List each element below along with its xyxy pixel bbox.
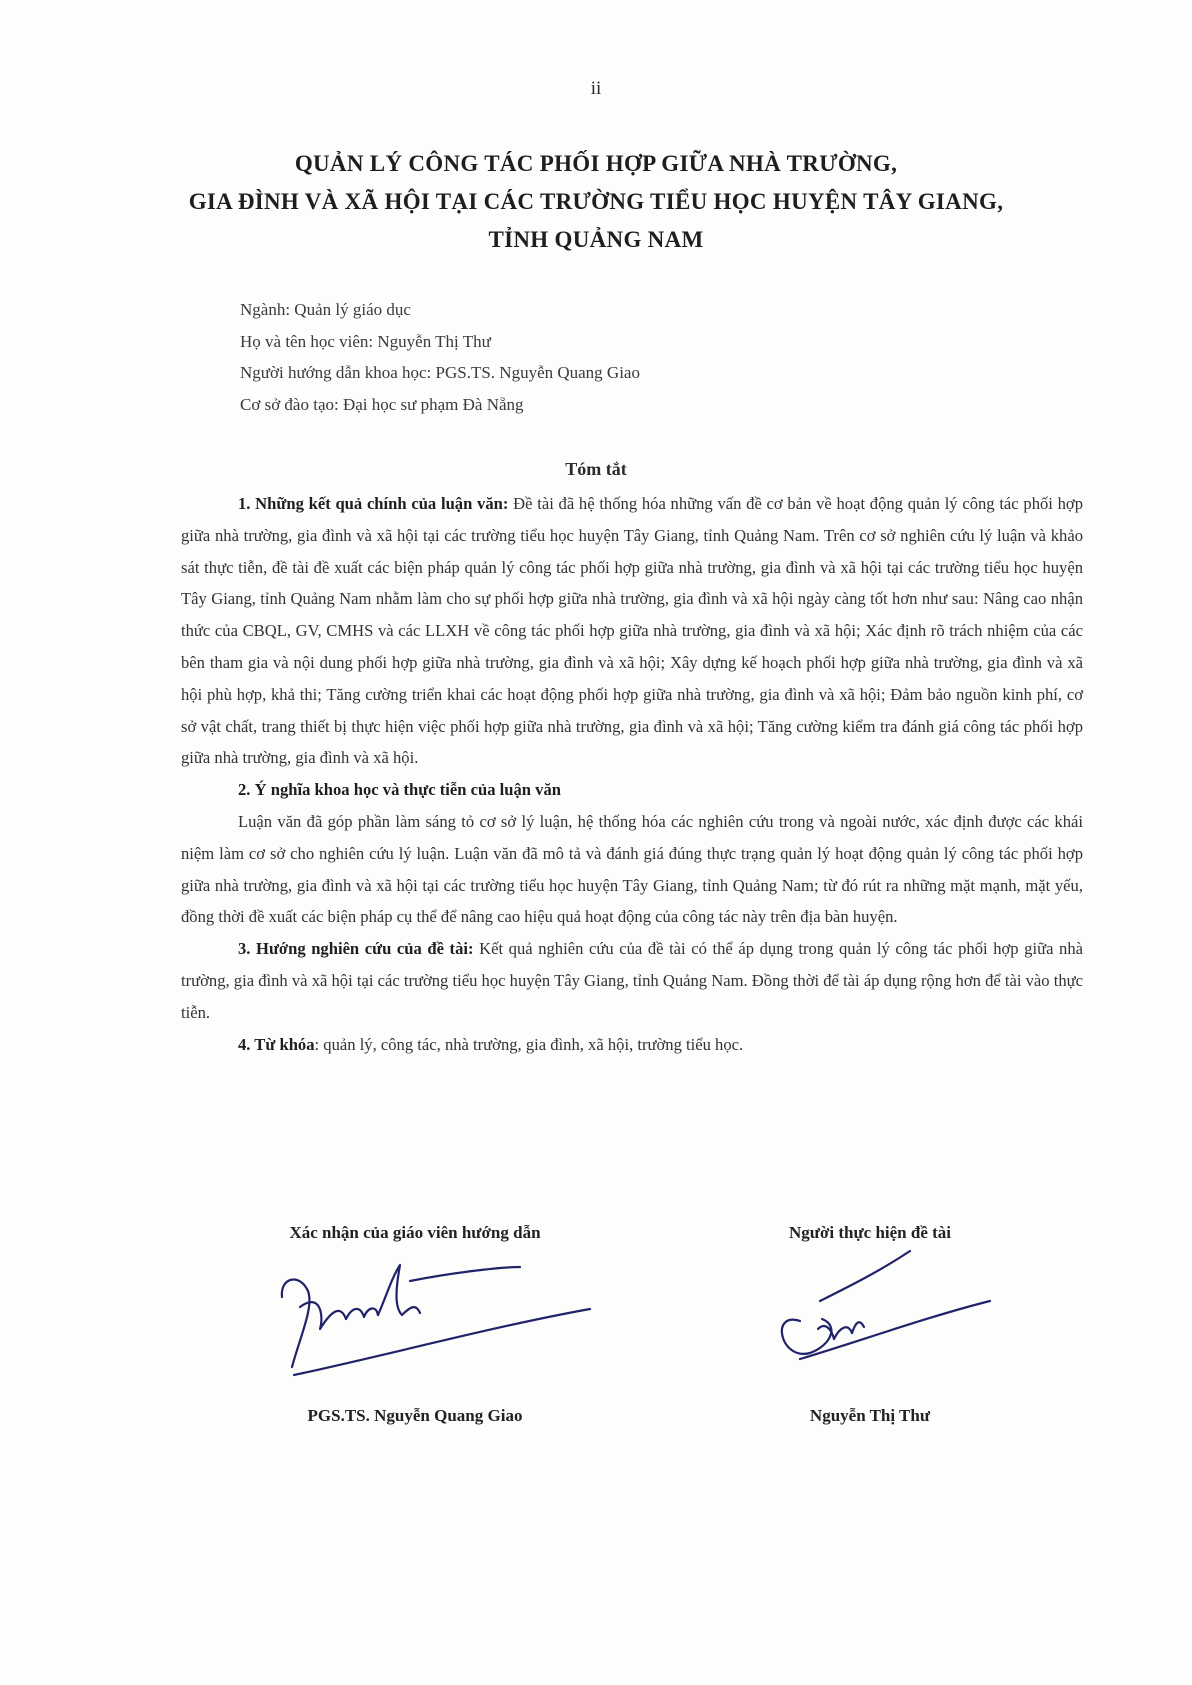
supervisor-name: PGS.TS. Nguyễn Quang Giao (307, 1406, 523, 1425)
page-number: ii (590, 78, 602, 99)
section-4-text: : quản lý, công tác, nhà trường, gia đình, xã hội, trường tiểu học. (314, 1034, 744, 1054)
supervisor-signature-title: Xác nhận của giáo viên hướng dẫn (289, 1223, 541, 1242)
section-4-lead: 4. Từ khóa (238, 1034, 315, 1054)
section-2-text: Luận văn đã góp phần làm sáng tỏ cơ sở lý luận, hệ thống hóa các nghiên cứu trong và ngoài nước, xác định được các khái niệm làm cơ sở cho nghiên cứu lý luận. Luận văn đã mô tả và đánh giá đúng thực trạng quản lý hoạt động quản lý công tác phối hợp giữa nhà trường, gia đình và xã hội tại các trường tiểu học huyện Tây Giang, tỉnh Quảng Nam; từ đó rút ra những mặt mạnh, mặt yếu, đồng thời đề xuất các biện pháp cụ thể để nâng cao hiệu quả hoạt động của công tác này trên địa bàn huyện. (181, 811, 1083, 927)
section-4-paragraph (181, 1029, 1083, 1061)
author-signature-icon (760, 1231, 1000, 1381)
section-3-text: Kết quả nghiên cứu của đề tài có thể áp dụng trong quản lý công tác phối hợp giữa nhà trường, gia đình và xã hội tại các trường tiểu học huyện Tây Giang, tỉnh Quảng Nam. Đồng thời để tài áp dụng rộng hơn để tài vào thực tiễn. (181, 939, 1083, 1022)
author-signature-title: Người thực hiện đề tài (788, 1223, 952, 1242)
thesis-metadata (240, 294, 640, 420)
title-line-2: GIA ĐÌNH VÀ XÃ HỘI TẠI CÁC TRƯỜNG TIỂU HỌC HUYỆN TÂY GIANG, (188, 189, 1004, 214)
supervisor-line: Người hướng dẫn khoa học: PGS.TS. Nguyễn Quang Giao (240, 363, 640, 382)
institution-line: Cơ sở đào tạo: Đại học sư phạm Đà Nẵng (240, 394, 524, 414)
section-2-heading: 2. Ý nghĩa khoa học và thực tiễn của luận văn (238, 780, 561, 800)
abstract-body (181, 488, 1083, 1060)
abstract-heading: Tóm tắt (565, 459, 627, 479)
author-name: Nguyễn Thị Thư (809, 1406, 931, 1425)
section-1-lead: 1. Những kết quả chính của luận văn: (238, 494, 509, 513)
student-line: Họ và tên học viên: Nguyễn Thị Thư (240, 331, 491, 351)
title-line-1: QUẢN LÝ CÔNG TÁC PHỐI HỢP GIỮA NHÀ TRƯỜNG, (294, 151, 898, 176)
supervisor-signature-block (235, 1223, 595, 1425)
major-line: Ngành: Quản lý giáo dục (240, 300, 411, 319)
author-signature-block (730, 1223, 1010, 1425)
thesis-title (120, 145, 1072, 259)
section-3-paragraph (181, 933, 1083, 1028)
section-3-lead: 3. Hướng nghiên cứu của đề tài: (238, 939, 474, 959)
title-line-3: TỈNH QUẢNG NAM (488, 227, 704, 252)
section-1-paragraph (181, 488, 1083, 774)
section-1-text: Đề tài đã hệ thống hóa những vấn đề cơ bản về hoạt động quản lý công tác phối hợp giữa nhà trường, gia đình và xã hội tại các trường tiểu học huyện Tây Giang, tỉnh Quảng Nam. Trên cơ sở nghiên cứu lý luận và khảo sát thực tiễn, đề tài đề xuất các biện pháp quản lý công tác phối hợp giữa nhà trường, gia đình và xã hội tại các trường tiểu học huyện Tây Giang, tỉnh Quảng Nam nhằm làm cho sự phối hợp giữa nhà trường, gia đình và xã hội ngày càng tốt hơn như sau: Nâng cao nhận thức của CBQL, GV, CMHS và các LLXH về công tác phối hợp giữa nhà trường, gia đình và xã hội; Xác định rõ trách nhiệm của các bên tham gia và nội dung phối hợp giữa nhà trường, gia đình và xã hội; Xây dựng kế hoạch phối hợp giữa nhà trường, gia đình và xã hội phù hợp, khả thi; Tăng cường triển khai các hoạt động phối hợp giữa nhà trường, gia đình và xã hội; Đảm bảo nguồn kinh phí, cơ sở vật chất, trang thiết bị thực hiện việc phối hợp giữa nhà trường, gia đình và xã hội; Tăng cường kiểm tra đánh giá công tác phối hợp giữa nhà trường, gia đình và xã hội. (181, 494, 1083, 768)
supervisor-signature-icon (260, 1237, 600, 1387)
